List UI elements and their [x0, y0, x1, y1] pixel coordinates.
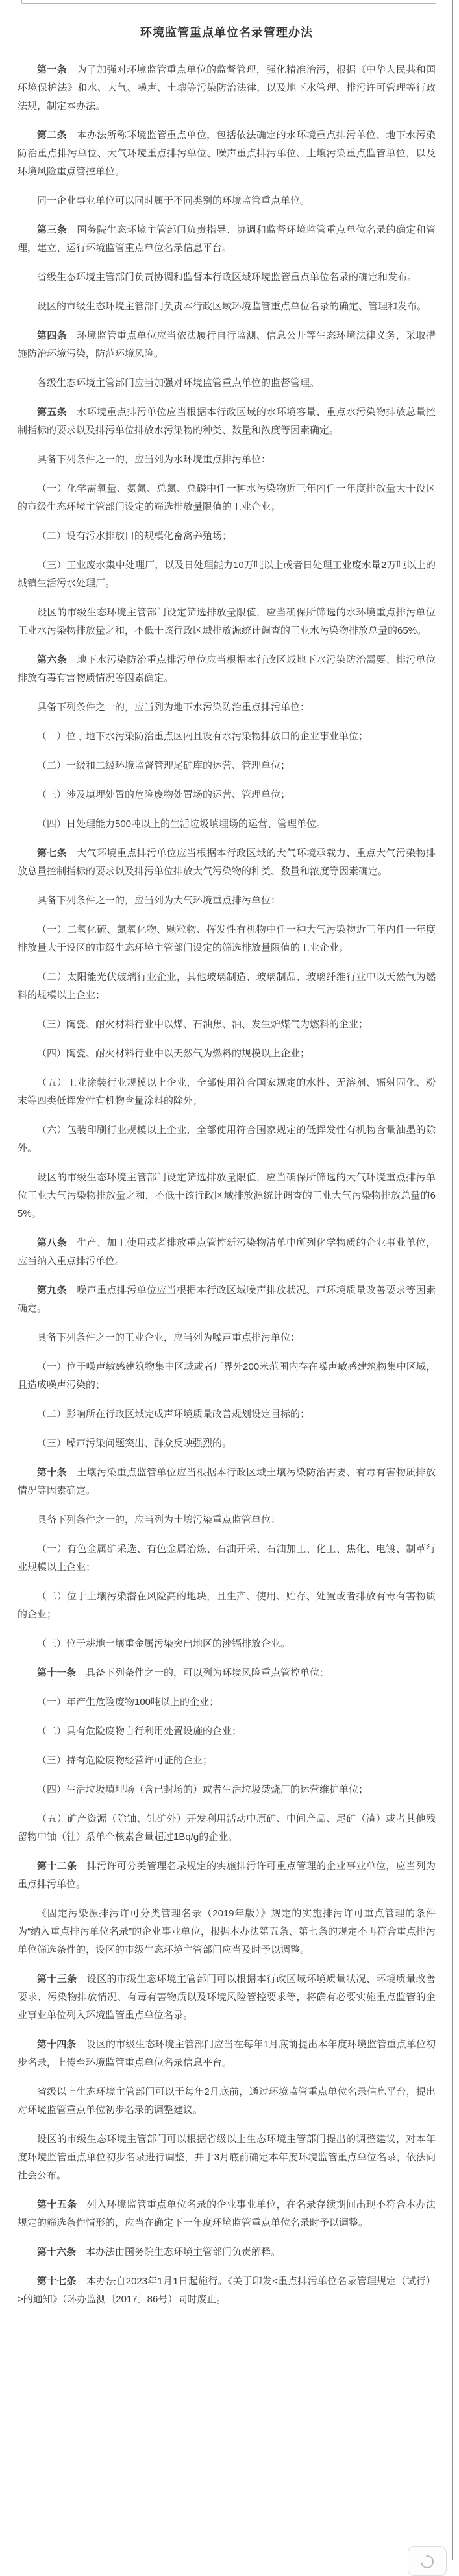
paragraph: （五）工业涂装行业规模以上企业，全部使用符合国家规定的水性、无溶剂、辐射固化、粉末等四类低挥发性有机物含量涂料的除外；	[18, 1077, 436, 1106]
paragraph: （二）一级和二级环境监督管理尾矿库的运营、管理单位；	[37, 760, 291, 771]
paragraph: 具备下列条件之一的，应当列为地下水污染防治重点排污单位：	[37, 702, 310, 713]
article-paragraph: 第十一条 具备下列条件之一的，可以列为环境风险重点管控单位：	[37, 1667, 330, 1678]
article-number: 第十条	[37, 1467, 68, 1478]
article-paragraph: 第三条 国务院生态环境主管部门负责指导、协调和监督环境监管重点单位名录的确定和管理，建立、运行环境监管重点单位名录信息平台。	[18, 224, 436, 254]
article-paragraph: 第十二条 排污许可分类管理名录规定的实施排污许可重点管理的企业事业单位，应当列为重点排污单位。	[18, 1861, 436, 1890]
article-paragraph: 第五条 水环境重点排污单位应当根据本行政区域的水环境容量、重点水污染物排放总量控制指标的要求以及排污单位排放水污染物的种类、数量和浓度等因素确定。	[18, 407, 436, 436]
article-paragraph: 第十条 土壤污染重点监管单位应当根据本行政区域土壤污染防治需要、有毒有害物质排放情况等因素确定。	[18, 1467, 436, 1496]
paragraph: （五）矿产资源（除铀、钍矿外）开发利用活动中原矿、中间产品、尾矿（渣）或者其他残留物中铀（钍）系单个核素含量超过1Bq/g的企业。	[18, 1813, 436, 1843]
paragraph: 设区的市级生态环境主管部门设定筛选排放量限值，应当确保所筛选的水环境重点排污单位工业水污染物排放量之和，不低于该行政区域排放源统计调查的工业水污染物排放总量的65%。	[18, 607, 436, 636]
paragraph: （三）位于耕地土壤重金属污染突出地区的涉镉排放企业。	[37, 1638, 291, 1649]
paragraph: （一）年产生危险废物100吨以上的企业；	[37, 1697, 219, 1708]
article-number: 第二条	[37, 130, 68, 141]
paragraph: （二）设有污水排放口的规模化畜禽养殖场；	[37, 531, 232, 542]
article-number: 第十七条	[37, 2276, 77, 2287]
article-number: 第十四条	[37, 2039, 77, 2050]
article-number: 第一条	[37, 64, 68, 75]
article-number: 第十二条	[37, 1861, 77, 1872]
article-number: 第九条	[37, 1285, 68, 1296]
paragraph: （一）化学需氧量、氨氮、总氮、总磷中任一种水污染物近三年内任一年度排放量大于设区的市级生态环境主管部门设定的筛选排放量限值的工业企业；	[18, 483, 436, 512]
paragraph: 各级生态环境主管部门应当加强对环境监管重点单位的监督管理。	[37, 377, 320, 388]
article-number: 第八条	[37, 1237, 68, 1248]
article-paragraph: 第十五条 列入环境监管重点单位名录的企业事业单位，在名录存续期间出现不符合本办法规定的筛选条件情形的，应当在确定下一年度环境监管重点单位名录时予以调整。	[18, 2199, 436, 2228]
article-paragraph: 第十六条 本办法由国务院生态环境主管部门负责解释。	[37, 2247, 281, 2258]
paragraph: （三）噪声污染问题突出、群众反映强烈的。	[37, 1438, 232, 1449]
paragraph: （四）陶瓷、耐火材料行业中以天然气为燃料的规模以上企业；	[37, 1048, 310, 1059]
paragraph: 设区的市级生态环境主管部门可以根据省级以上生态环境主管部门提出的调整建议，对本年度环境监管重点单位初步名录进行调整，并于3月底前确定本年度环境监管重点单位名录，依法向社会公布。	[18, 2134, 436, 2181]
paragraph: （一）位于地下水污染防治重点区内且设有水污染物排放口的企业事业单位；	[37, 731, 369, 742]
article-number: 第七条	[37, 848, 68, 859]
paragraph: 具备下列条件之一的，应当列为水环境重点排污单位：	[37, 454, 271, 465]
paragraph: 具备下列条件之一的，应当列为大气环境重点排污单位：	[37, 895, 281, 906]
article-number: 第五条	[37, 407, 68, 418]
document-body	[18, 61, 436, 2309]
article-number: 第四条	[37, 330, 68, 341]
circular-arrow-icon	[418, 2553, 436, 2571]
article-paragraph: 第八条 生产、加工使用或者排放重点管控新污染物清单中所列化学物质的企业事业单位，应当纳入重点排污单位。	[18, 1237, 436, 1267]
page-frame	[5, 0, 453, 2560]
paragraph: （三）工业废水集中处理厂，以及日处理能力10万吨以上或者日处理工业废水量2万吨以上的城镇生活污水处理厂。	[18, 560, 436, 589]
page-title: 环境监管重点单位名录管理办法	[140, 26, 313, 39]
paragraph: （二）具有危险废物自行利用处置设施的企业；	[37, 1726, 242, 1737]
paragraph: （六）包装印刷行业规模以上企业，全部使用符合国家规定的低挥发性有机物含量油墨的除外。	[18, 1125, 436, 1154]
article-number: 第十六条	[37, 2247, 77, 2258]
article-paragraph: 第十四条 设区的市级生态环境主管部门应当在每年1月底前提出本年度环境监管重点单位初步名录，上传至环境监管重点单位名录信息平台。	[18, 2039, 436, 2068]
paragraph: （二）影响所在行政区域完成声环境质量改善规划设定目标的；	[37, 1409, 310, 1420]
article-number: 第三条	[37, 224, 68, 235]
article-number: 第十五条	[37, 2199, 77, 2210]
article-paragraph: 第二条 本办法所称环境监管重点单位，包括依法确定的水环境重点排污单位、地下水污染防治重点排污单位、大气环境重点排污单位、噪声重点排污单位、土壤污染重点监管单位，以及环境风险重点管控单位。	[18, 130, 436, 177]
paragraph: （四）日处理能力500吨以上的生活垃圾填埋场的运营、管理单位。	[37, 818, 327, 829]
paragraph: （一）有色金属矿采选、有色金属冶炼、石油开采、石油加工、化工、焦化、电镀、制革行业规模以上企业；	[18, 1544, 436, 1573]
article-paragraph: 第七条 大气环境重点排污单位应当根据本行政区域的大气环境承载力、重点大气污染物排放总量控制指标的要求以及排污单位排放大气污染物的种类、数量和浓度等因素确定。	[18, 848, 436, 877]
paragraph: 设区的市级生态环境主管部门负责本行政区域环境监管重点单位名录的确定、管理和发布。	[37, 301, 427, 312]
article-paragraph: 第四条 环境监管重点单位应当依法履行自行监测、信息公开等生态环境法律义务，采取措施防治环境污染，防范环境风险。	[18, 330, 436, 359]
paragraph: （一）二氧化硫、氮氧化物、颗粒物、挥发性有机物中任一种大气污染物近三年内任一年度排放量大于设区的市级生态环境主管部门设定的筛选排放量限值的工业企业；	[18, 924, 436, 953]
paragraph: 同一企业事业单位可以同时属于不同类别的环境监管重点单位。	[37, 195, 310, 206]
paragraph: 设区的市级生态环境主管部门设定筛选排放量限值，应当确保所筛选的大气环境重点排污单位工业大气污染物排放量之和，不低于该行政区域排放源统计调查的工业大气污染物排放总量的65%。	[18, 1172, 436, 1219]
article-paragraph: 第十七条 本办法自2023年1月1日起施行。《关于印发<重点排污单位名录管理规定（试行）>的通知》（环办监测〔2017〕86号）同时废止。	[18, 2276, 436, 2305]
paragraph: 具备下列条件之一的，应当列为土壤污染重点监管单位：	[37, 1514, 281, 1525]
paragraph: （三）陶瓷、耐火材料行业中以煤、石油焦、油、发生炉煤气为燃料的企业；	[37, 1019, 369, 1030]
paragraph: （二）太阳能光伏玻璃行业企业，其他玻璃制造、玻璃制品、玻璃纤维行业中以天然气为燃料的规模以上企业；	[18, 972, 436, 1001]
document-content	[5, 0, 452, 2359]
paragraph: （三）涉及填埋处置的危险废物处置场的运营、管理单位；	[37, 789, 291, 800]
article-paragraph: 第十三条 设区的市级生态环境主管部门可以根据本行政区域环境质量状况、环境质量改善要求、污染物排放情况、有毒有害物质以及环境风险管控要求等，将确有必要实施重点监管的企业事业单位列入环境监管重点单位名录。	[18, 1974, 436, 2021]
paragraph: 省级生态环境主管部门负责协调和监督本行政区域环境监管重点单位名录的确定和发布。	[37, 272, 417, 283]
article-paragraph: 第一条 为了加强对环境监管重点单位的监督管理，强化精准治污，根据《中华人民共和国环境保护法》和水、大气、噪声、土壤等污染防治法律，以及地下水管理、排污许可管理等行政法规，制定本办法。	[18, 64, 436, 112]
article-number: 第十三条	[37, 1974, 77, 1985]
article-number: 第十一条	[37, 1667, 77, 1678]
paragraph: （四）生活垃圾填埋场（含已封场的）或者生活垃圾焚烧厂的运营维护单位；	[37, 1784, 369, 1795]
article-number: 第六条	[37, 654, 68, 665]
paragraph: 省级以上生态环境主管部门可以于每年2月底前，通过环境监管重点单位名录信息平台，提出对环境监管重点单位初步名录的调整建议。	[18, 2086, 436, 2116]
paragraph: （三）持有危险废物经营许可证的企业；	[37, 1755, 213, 1766]
floating-button[interactable]	[408, 2546, 447, 2576]
paragraph: 《固定污染源排污许可分类管理名录（2019年版）》规定的实施排污许可重点管理的条件为“纳入重点排污单位名录”的企业事业单位，根据本办法第五条、第七条的规定不再符合重点排污单位筛选条件的，设区的市级生态环境主管部门应当及时予以调整。	[18, 1908, 436, 1955]
paragraph: （二）位于土壤污染潜在风险高的地块，且生产、使用、贮存、处置或者排放有毒有害物质的企业；	[18, 1591, 436, 1620]
article-paragraph: 第六条 地下水污染防治重点排污单位应当根据本行政区域地下水污染防治需要、排污单位排放有毒有害物质情况等因素确定。	[18, 654, 436, 684]
paragraph: 具备下列条件之一的工业企业，应当列为噪声重点排污单位：	[37, 1332, 301, 1343]
paragraph: （一）位于噪声敏感建筑物集中区域或者厂界外200米范围内存在噪声敏感建筑物集中区域，且造成噪声污染的；	[18, 1361, 436, 1390]
article-paragraph: 第九条 噪声重点排污单位应当根据本行政区域噪声排放状况、声环境质量改善要求等因素确定。	[18, 1285, 436, 1314]
